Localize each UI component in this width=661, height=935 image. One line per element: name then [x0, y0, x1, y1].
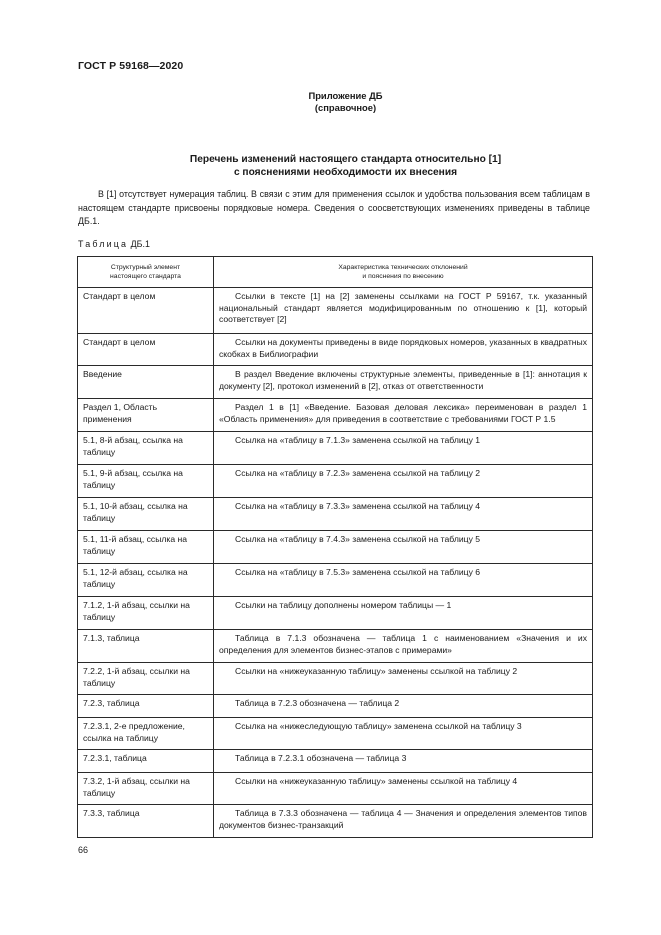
table-row [78, 465, 593, 498]
structural-element-cell: 7.2.3, таблица [78, 695, 214, 718]
structural-element-cell: 7.1.3, таблица [78, 630, 214, 663]
description-cell: Раздел 1 в [1] «Введение. Базовая деловая лексика» переименован в раздел 1 «Область применения» для приведения в соответствие с требованиями ГОСТ Р 1.5 [214, 399, 593, 432]
description-cell: Таблица в 7.2.3.1 обозначена — таблица 3 [214, 750, 593, 773]
description-cell: Таблица в 7.3.3 обозначена — таблица 4 — Значения и определения элементов типов документов бизнес-транзакций [214, 805, 593, 838]
description-cell: Ссылка на «нижеследующую таблицу» заменена ссылкой на таблицу 3 [214, 718, 593, 750]
structural-element-cell: 5.1, 12-й абзац, ссылка на таблицу [78, 564, 214, 597]
description-cell: Таблица в 7.1.3 обозначена — таблица 1 с наименованием «Значения и их определения для элементов бизнес-этапов с примерами» [214, 630, 593, 663]
structural-element-cell: 5.1, 11-й абзац, ссылка на таблицу [78, 531, 214, 564]
table-caption-number: ДБ.1 [130, 239, 150, 249]
header-characteristic: Характеристика технических отклонений и пояснения по внесению [214, 257, 593, 288]
description-cell: Ссылка на «таблицу в 7.4.3» заменена ссылкой на таблицу 5 [214, 531, 593, 564]
header-structural-element: Структурный элемент настоящего стандарта [78, 257, 214, 288]
table-row [78, 531, 593, 564]
description-cell: Ссылка на «таблицу в 7.5.3» заменена ссылкой на таблицу 6 [214, 564, 593, 597]
document-code: ГОСТ Р 59168—2020 [78, 60, 184, 72]
description-cell: Ссылки в тексте [1] на [2] заменены ссылками на ГОСТ Р 59167, т.к. указанный национальный стандарт является модифицированным по отношению к [1], который соответствует [2] [214, 288, 593, 334]
appendix-heading [0, 90, 661, 114]
structural-element-cell: 7.2.2, 1-й абзац, ссылки на таблицу [78, 663, 214, 695]
structural-element-cell: 7.1.2, 1-й абзац, ссылки на таблицу [78, 597, 214, 630]
description-cell: Ссылка на «таблицу в 7.3.3» заменена ссылкой на таблицу 4 [214, 498, 593, 531]
table-row [78, 432, 593, 465]
structural-element-cell: Стандарт в целом [78, 334, 214, 366]
structural-element-cell: 5.1, 10-й абзац, ссылка на таблицу [78, 498, 214, 531]
table-row [78, 805, 593, 838]
page-number: 66 [78, 845, 89, 855]
table-row [78, 695, 593, 718]
table-caption [78, 239, 150, 249]
table-row [78, 334, 593, 366]
table-row [78, 498, 593, 531]
structural-element-cell: 5.1, 9-й абзац, ссылка на таблицу [78, 465, 214, 498]
table-caption-word: Таблица [78, 239, 129, 249]
section-title [0, 153, 661, 179]
section-title-line-1: Перечень изменений настоящего стандарта относительно [1] [189, 154, 502, 165]
description-cell: В раздел Введение включены структурные элементы, приведенные в [1]: аннотация к документу [2], протокол изменений в [2], отказ от ответственности [214, 366, 593, 399]
structural-element-cell: 7.2.3.1, таблица [78, 750, 214, 773]
table-row [78, 288, 593, 334]
table-row [78, 750, 593, 773]
intro-paragraph: В [1] отсутствует нумерация таблиц. В связи с этим для применения ссылок и удобства пользования всем таблицам в настоящем стандарте присвоены порядковые номера. Сведения о соосветствующих изменениях приведены в таблице ДБ.1. [78, 189, 590, 227]
description-cell: Ссылка на «таблицу в 7.2.3» заменена ссылкой на таблицу 2 [214, 465, 593, 498]
table-row [78, 366, 593, 399]
structural-element-cell: 7.3.3, таблица [78, 805, 214, 838]
table-row [78, 399, 593, 432]
table-row [78, 597, 593, 630]
structural-element-cell: 5.1, 8-й абзац, ссылка на таблицу [78, 432, 214, 465]
section-title-line-2: с пояснениями необходимости их внесения [233, 167, 458, 178]
description-cell: Ссылки на таблицу дополнены номером таблицы — 1 [214, 597, 593, 630]
changes-table [77, 256, 593, 838]
appendix-subtitle: (справочное) [314, 102, 377, 113]
description-cell: Ссылка на «таблицу в 7.1.3» заменена ссылкой на таблицу 1 [214, 432, 593, 465]
description-cell: Ссылки на «нижеуказанную таблицу» заменены ссылкой на таблицу 2 [214, 663, 593, 695]
table-row [78, 630, 593, 663]
description-cell: Ссылки на документы приведены в виде порядковых номеров, указанных в квадратных скобках в Библиографии [214, 334, 593, 366]
structural-element-cell: Раздел 1, Область применения [78, 399, 214, 432]
structural-element-cell: Введение [78, 366, 214, 399]
table-row [78, 718, 593, 750]
appendix-title: Приложение ДБ [308, 90, 383, 101]
structural-element-cell: 7.3.2, 1-й абзац, ссылки на таблицу [78, 773, 214, 805]
table-row [78, 564, 593, 597]
structural-element-cell: Стандарт в целом [78, 288, 214, 334]
table-body [78, 288, 593, 838]
description-cell: Ссылки на «нижеуказанную таблицу» заменены ссылкой на таблицу 4 [214, 773, 593, 805]
structural-element-cell: 7.2.3.1, 2-е предложение, ссылка на таблицу [78, 718, 214, 750]
table-row [78, 773, 593, 805]
table-row [78, 663, 593, 695]
description-cell: Таблица в 7.2.3 обозначена — таблица 2 [214, 695, 593, 718]
table-header-row [78, 257, 593, 288]
